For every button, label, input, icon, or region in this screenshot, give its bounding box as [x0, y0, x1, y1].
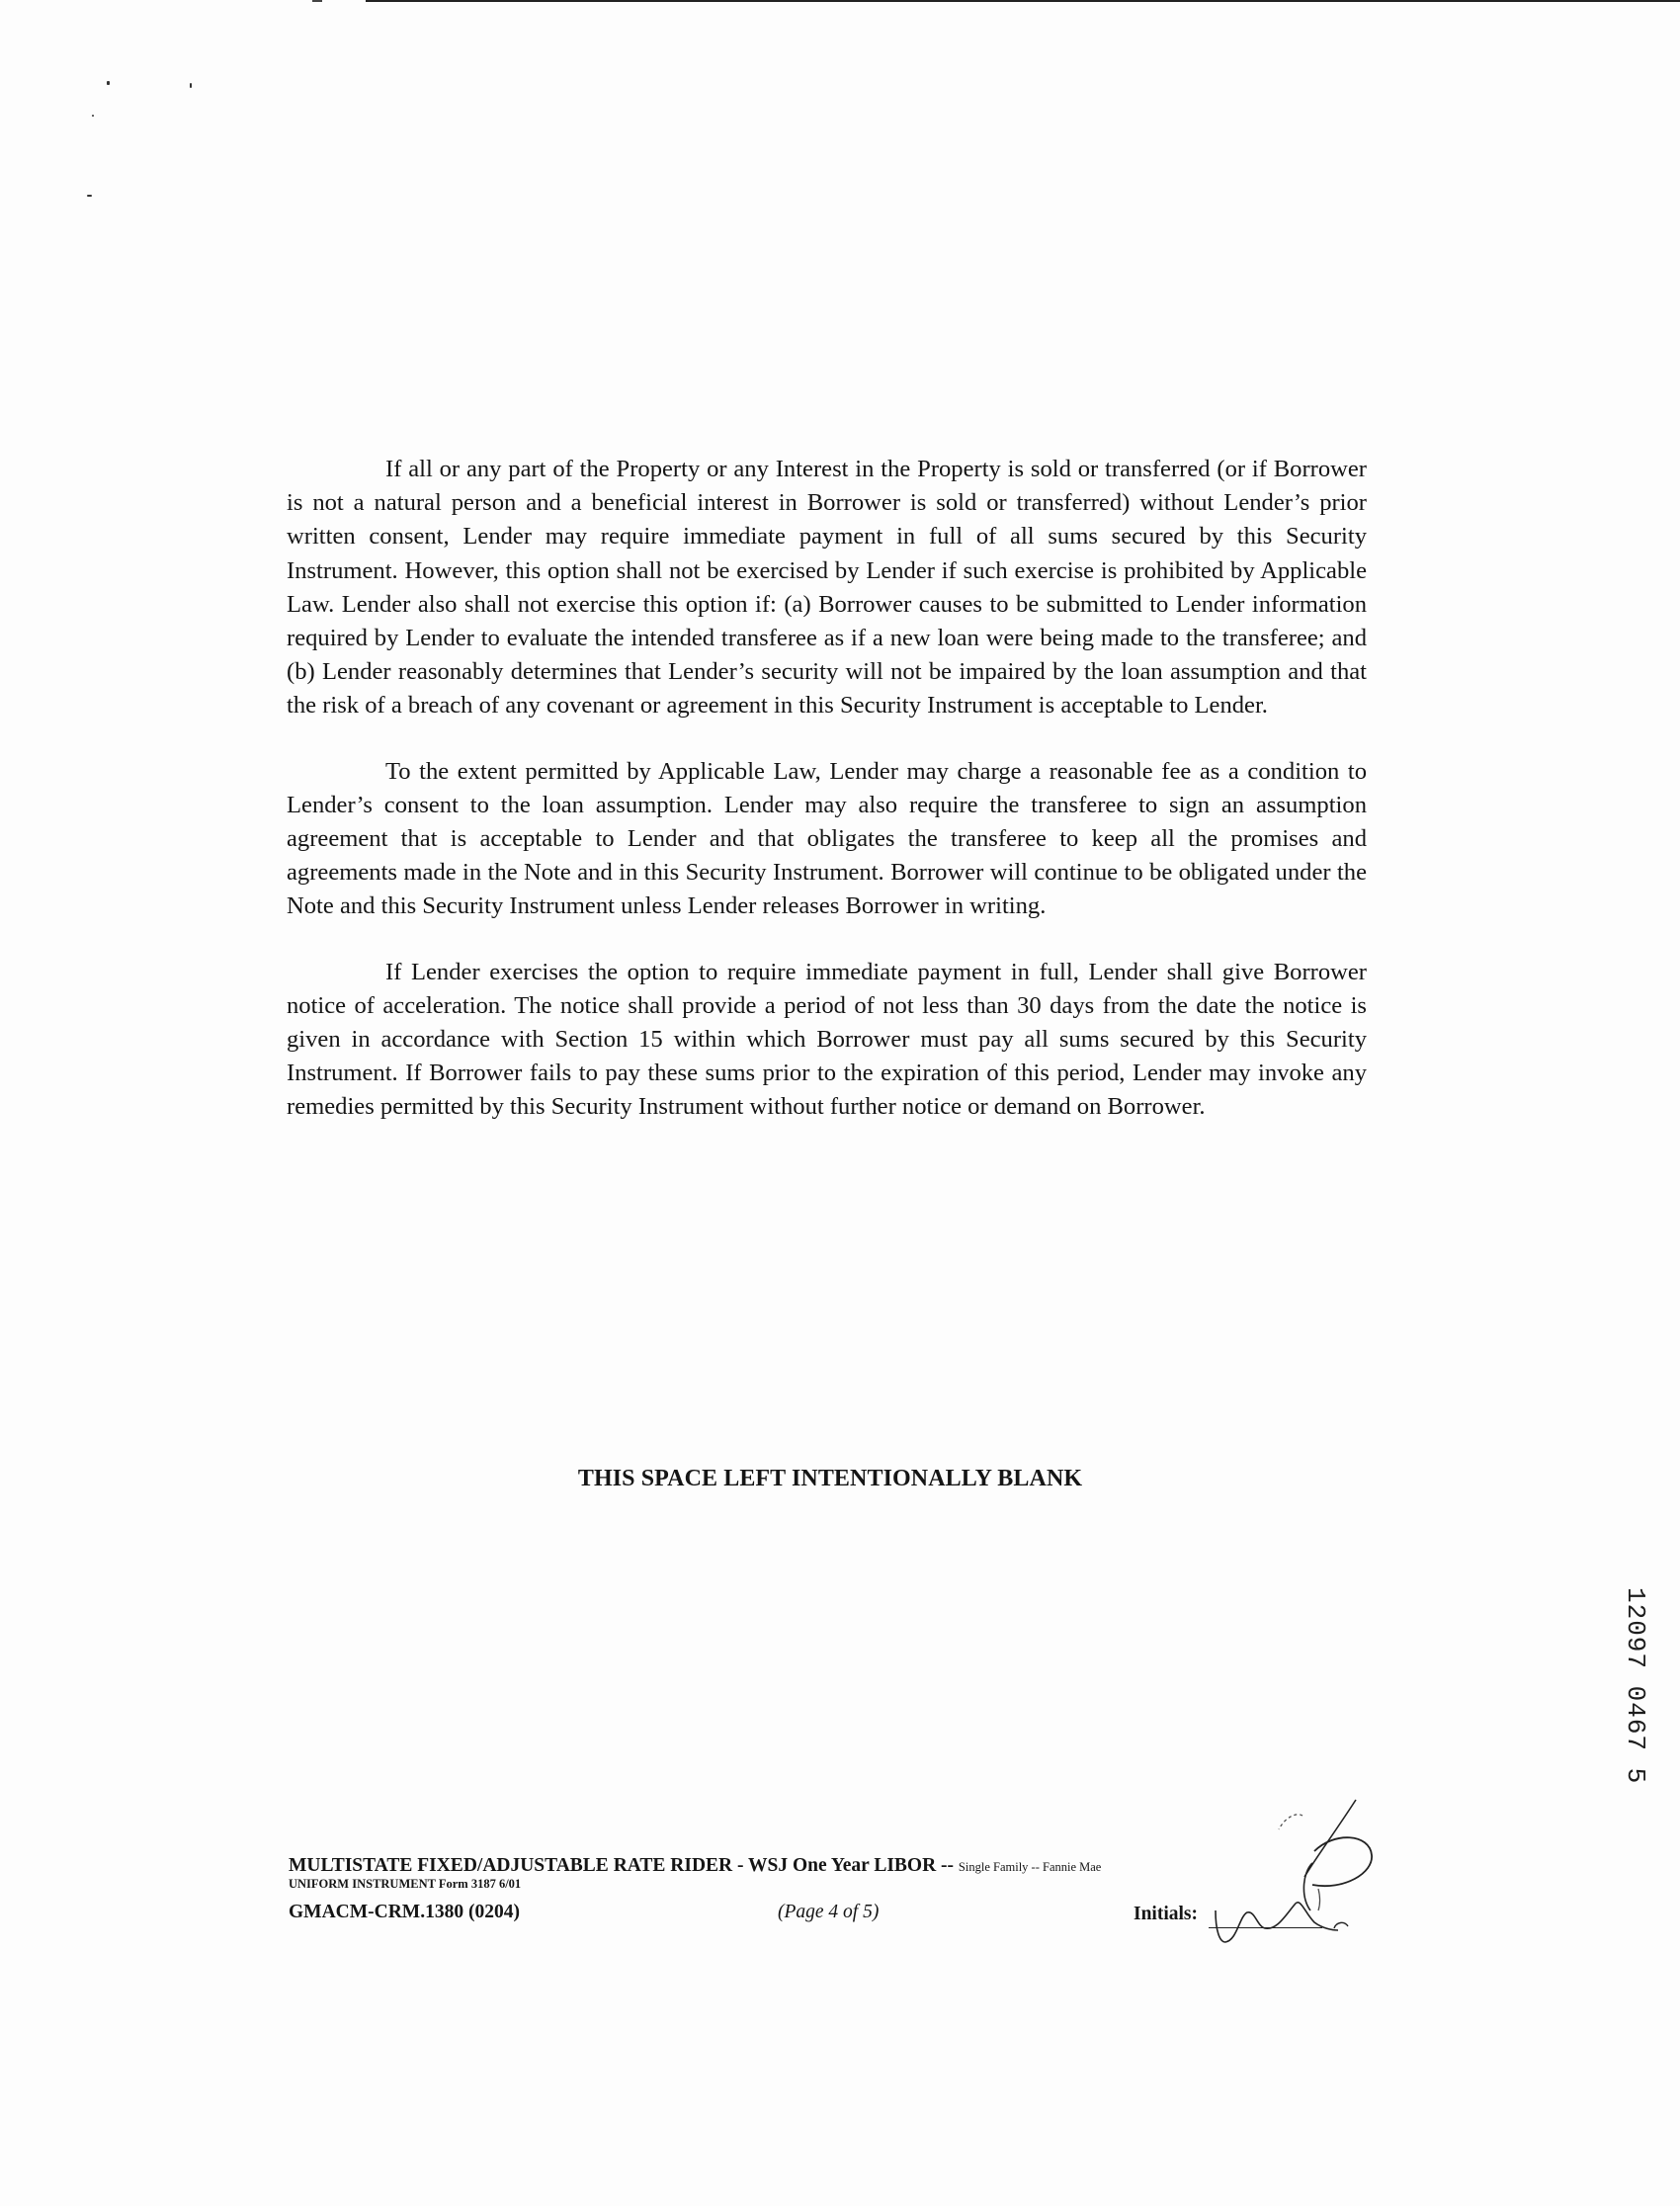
footer-form-subtitle: Single Family -- Fannie Mae [958, 1860, 1102, 1874]
scan-speck [92, 115, 94, 117]
footer-form-title: MULTISTATE FIXED/ADJUSTABLE RATE RIDER - WSJ One Year LIBOR -- [289, 1855, 955, 1876]
footer-uniform-instrument: UNIFORM INSTRUMENT Form 3187 6/01 [289, 1877, 522, 1891]
handwritten-initials [1186, 1794, 1384, 1952]
scan-speck [107, 81, 110, 85]
paragraph-transfer-of-property: If all or any part of the Property or any Interest in the Property is sold or transferred (or if Borrower is not a natural person and a beneficial interest in Borrower is sold or transferred) without Lender’s prior written consent, Lender may require immediate payment in full of all sums secured by this Security Instrument. However, this option shall not be exercised by Lender if such exercise is prohibited by Applicable Law. Lender also shall not exercise this option if: (a) Borrower causes to be submitted to Lender information required by Lender to evaluate the intended transferee as if a new loan were being made to the transferee; and (b) Lender reasonably determines that Lender’s security will not be impaired by the loan assumption and that the risk of a breach of any covenant or agreement in this Security Instrument is acceptable to Lender. [287, 456, 1367, 720]
footer-initials-label: Initials: [1134, 1904, 1199, 1924]
paragraph-acceleration-notice: If Lender exercises the option to require immediate payment in full, Lender shall give Borrower notice of acceleration. The notice shall provide a period of not less than 30 days from the date the notice is given in accordance with Section 15 within which Borrower must pay all sums secured by this Security Instrument. If Borrower fails to pay these sums prior to the expiration of this period, Lender may invoke any remedies permitted by this Security Instrument without further notice or demand on Borrower. [287, 958, 1367, 1121]
top-border-tick [312, 0, 322, 2]
scan-speck [190, 83, 192, 88]
paragraph-assumption-fee: To the extent permitted by Applicable Law, Lender may charge a reasonable fee as a condition to Lender’s consent to the loan assumption. Lender may also require the transferee to sign an assumption agreement that is acceptable to Lender and that obligates the transferee to keep all the promises and agreements made in the Note and in this Security Instrument. Borrower will continue to be obligated under the Note and this Security Instrument unless Lender releases Borrower in writing. [287, 757, 1367, 920]
footer-page-indicator: (Page 4 of 5) [778, 1902, 880, 1922]
blank-space-notice: THIS SPACE LEFT INTENTIONALLY BLANK [577, 1466, 1083, 1491]
footer-form-code: GMACM-CRM.1380 (0204) [289, 1902, 520, 1922]
scan-speck [87, 195, 92, 197]
top-border-rule [366, 0, 1680, 2]
stamp-digits: 12097 0467 5 [1621, 1587, 1650, 1785]
rider-body-text [287, 453, 1367, 1156]
